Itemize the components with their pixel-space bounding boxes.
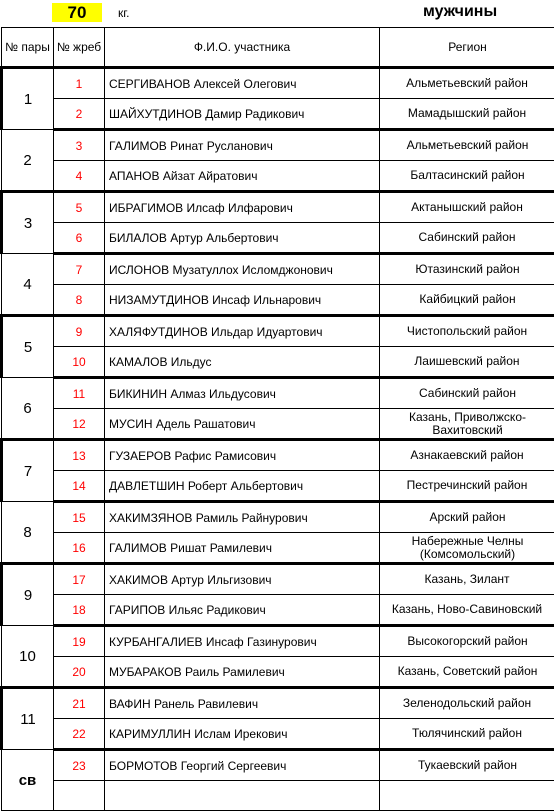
participant-region: Набережные Челны (Комсомольский) — [380, 533, 554, 564]
participant-region: Лаишевский район — [380, 347, 554, 378]
table-row — [2, 409, 554, 440]
participant-name: АПАНОВ Айзат Айратович — [105, 161, 380, 192]
participant-region: Балтасинский район — [380, 161, 554, 192]
draw-number: 5 — [54, 192, 105, 223]
table-row — [2, 750, 554, 781]
participant-region: Тукаевский район — [380, 750, 554, 781]
draw-number: 11 — [54, 378, 105, 409]
pair-number: 4 — [2, 254, 54, 316]
participant-name: ШАЙХУТДИНОВ Дамир Радикович — [105, 99, 380, 130]
table-row — [2, 130, 554, 161]
participant-region: Высокогорский район — [380, 626, 554, 657]
table-row — [2, 626, 554, 657]
participant-region: Азнакаевский район — [380, 440, 554, 471]
sheet-header — [0, 0, 554, 25]
pair-number: 11 — [2, 688, 54, 750]
draw-number: 20 — [54, 657, 105, 688]
draw-number: 19 — [54, 626, 105, 657]
participant-name: КУРБАНГАЛИЕВ Инсаф Газинурович — [105, 626, 380, 657]
participant-name: БИКИНИН Алмаз Ильдусович — [105, 378, 380, 409]
draw-number: 17 — [54, 564, 105, 595]
draw-number: 1 — [54, 68, 105, 99]
table-row — [2, 781, 554, 811]
pair-number: 10 — [2, 626, 54, 688]
col-header-name: Ф.И.О. участника — [105, 28, 380, 68]
participant-name: МУБАРАКОВ Раиль Рамилевич — [105, 657, 380, 688]
participant-name: БОРМОТОВ Георгий Сергеевич — [105, 750, 380, 781]
draw-number: 2 — [54, 99, 105, 130]
table-row — [2, 223, 554, 254]
draw-number: 22 — [54, 719, 105, 750]
pair-number: 9 — [2, 564, 54, 626]
draw-number: 3 — [54, 130, 105, 161]
draw-number: 14 — [54, 471, 105, 502]
draw-number: 13 — [54, 440, 105, 471]
draw-number: 18 — [54, 595, 105, 626]
participant-region: Пестречинский район — [380, 471, 554, 502]
table-row — [2, 440, 554, 471]
participant-region: Казань, Советский район — [380, 657, 554, 688]
participant-name: ХАЛЯФУТДИНОВ Ильдар Идуартович — [105, 316, 380, 347]
pairs-table — [0, 27, 554, 811]
table-row — [2, 533, 554, 564]
participant-region: Казань, Ново-Савиновский — [380, 595, 554, 626]
table-row — [2, 378, 554, 409]
participant-region: Арский район — [380, 502, 554, 533]
pair-number: св — [2, 750, 54, 811]
table-row — [2, 254, 554, 285]
draw-number — [54, 781, 105, 811]
participant-name: ХАКИМОВ Артур Ильгизович — [105, 564, 380, 595]
participant-name: НИЗАМУТДИНОВ Инсаф Ильнарович — [105, 285, 380, 316]
participant-name: ИСЛОНОВ Музатуллох Исломджонович — [105, 254, 380, 285]
participant-name: ВАФИН Ранель Равилевич — [105, 688, 380, 719]
participant-region: Альметьевский район — [380, 68, 554, 99]
draw-number: 12 — [54, 409, 105, 440]
table-row — [2, 564, 554, 595]
table-row — [2, 285, 554, 316]
col-header-draw: № жреб — [54, 28, 105, 68]
draw-number: 8 — [54, 285, 105, 316]
pair-number: 8 — [2, 502, 54, 564]
draw-number: 10 — [54, 347, 105, 378]
participant-name: МУСИН Адель Рашатович — [105, 409, 380, 440]
pair-number: 1 — [2, 68, 54, 130]
draw-number: 23 — [54, 750, 105, 781]
table-row — [2, 99, 554, 130]
table-header-row — [2, 28, 554, 68]
participant-region: Ютазинский район — [380, 254, 554, 285]
draw-number: 16 — [54, 533, 105, 564]
pair-number: 6 — [2, 378, 54, 440]
table-row — [2, 688, 554, 719]
participant-name: ГУЗАЕРОВ Рафис Рамисович — [105, 440, 380, 471]
participant-region: Кайбицкий район — [380, 285, 554, 316]
participant-name: ГАЛИМОВ Ришат Рамилевич — [105, 533, 380, 564]
draw-number: 9 — [54, 316, 105, 347]
draw-number: 6 — [54, 223, 105, 254]
participant-name: БИЛАЛОВ Артур Альбертович — [105, 223, 380, 254]
draw-number: 7 — [54, 254, 105, 285]
participant-name: СЕРГИВАНОВ Алексей Олегович — [105, 68, 380, 99]
table-row — [2, 192, 554, 223]
participant-name: КАМАЛОВ Ильдус — [105, 347, 380, 378]
weight-class-cell: 70 — [52, 3, 102, 22]
pair-number: 5 — [2, 316, 54, 378]
participant-name: ДАВЛЕТШИН Роберт Альбертович — [105, 471, 380, 502]
participant-region: Зеленодольский район — [380, 688, 554, 719]
participant-region: Мамадышский район — [380, 99, 554, 130]
participant-region — [380, 781, 554, 811]
pair-number: 7 — [2, 440, 54, 502]
table-row — [2, 502, 554, 533]
draw-number: 4 — [54, 161, 105, 192]
participant-name: ГАРИПОВ Ильяс Радикович — [105, 595, 380, 626]
participant-region: Казань, Зилант — [380, 564, 554, 595]
gender-label: мужчины — [423, 3, 497, 21]
participant-name: КАРИМУЛЛИН Ислам Ирекович — [105, 719, 380, 750]
table-row — [2, 68, 554, 99]
participant-region: Сабинский район — [380, 378, 554, 409]
participant-name — [105, 781, 380, 811]
participant-name: ХАКИМЗЯНОВ Рамиль Райнурович — [105, 502, 380, 533]
table-row — [2, 595, 554, 626]
pair-number: 3 — [2, 192, 54, 254]
col-header-region: Регион — [380, 28, 554, 68]
participant-region: Чистопольский район — [380, 316, 554, 347]
draw-number: 21 — [54, 688, 105, 719]
table-row — [2, 316, 554, 347]
participant-name: ИБРАГИМОВ Илсаф Илфарович — [105, 192, 380, 223]
participant-region: Казань, Приволжско-Вахитовский — [380, 409, 554, 440]
table-row — [2, 161, 554, 192]
participant-region: Актанышский район — [380, 192, 554, 223]
pair-number: 2 — [2, 130, 54, 192]
participant-region: Сабинский район — [380, 223, 554, 254]
participant-region: Альметьевский район — [380, 130, 554, 161]
participant-region: Тюлячинский район — [380, 719, 554, 750]
table-row — [2, 347, 554, 378]
participant-name: ГАЛИМОВ Ринат Русланович — [105, 130, 380, 161]
pairs-body — [2, 68, 554, 811]
weight-unit: кг. — [118, 6, 130, 20]
table-row — [2, 471, 554, 502]
draw-number: 15 — [54, 502, 105, 533]
col-header-pair: № пары — [2, 28, 54, 68]
table-row — [2, 719, 554, 750]
table-row — [2, 657, 554, 688]
